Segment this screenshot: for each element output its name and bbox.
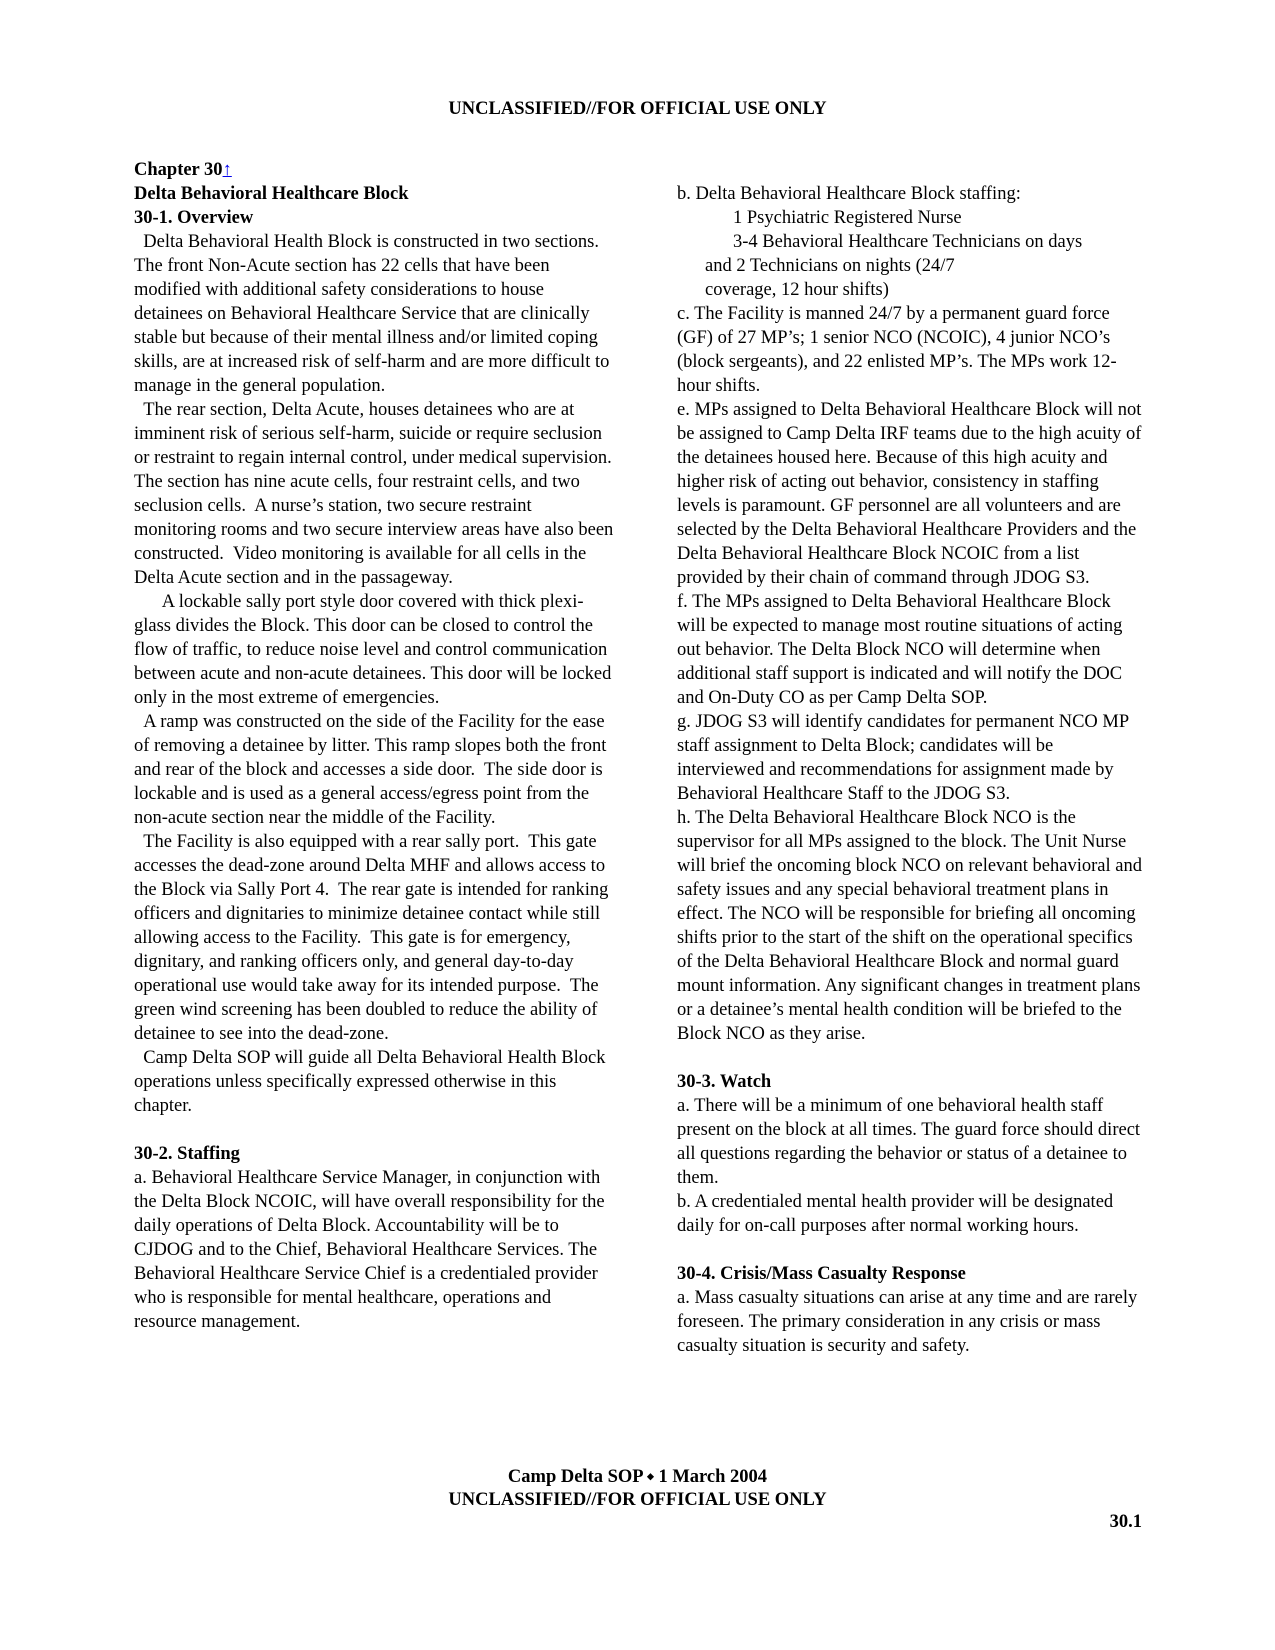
staffing-item-h: h. The Delta Behavioral Healthcare Block NCO is the supervisor for all MPs assigned to the block. The Unit Nurse will brief the oncoming block NCO on relevant behavioral and safety issues and any special behavioral treatment plans in effect. The NCO will be responsible for briefing all oncoming shifts prior to the start of the shift on the operational specifics of the Delta Behavioral Healthcare Block and normal guard mount information. Any significant changes in treatment plans or a detainee’s mental health condition will be briefed to the Block NCO as they arise. <box>677 808 1142 1044</box>
staffing-item-e: e. MPs assigned to Delta Behavioral Healthcare Block will not be assigned to Camp Delta IRF teams due to the high acuity of the detainees housed here. Because of this high acuity and higher risk of acting out behavior, consistency in staffing levels is paramount. GF personnel are all volunteers and are selected by the Delta Behavioral Healthcare Providers and the Delta Behavioral Healthcare Block NCOIC from a list provided by their chain of command through JDOG S3. <box>677 400 1142 588</box>
watch-item-a: a. There will be a minimum of one behavioral health staff present on the block at all times. The guard force should direct all questions regarding the behavior or status of a detainee to them. <box>677 1096 1141 1188</box>
section-heading-overview: 30-1. Overview <box>134 208 254 228</box>
staffing-item-a: a. Behavioral Healthcare Service Manager, in conjunction with the Delta Block NCOIC, will have overall responsibility for the daily operations of Delta Block. Accountability will be to CJDOG and to the Chief, Behavioral Healthcare Services. The Behavioral Healthcare Service Chief is a credentialed provider who is responsible for mental healthcare, operations and resource management. <box>134 1168 605 1332</box>
chapter-title: Delta Behavioral Healthcare Block <box>134 184 409 204</box>
staffing-item-b4: coverage, 12 hour shifts) <box>705 280 889 300</box>
footer-classification: UNCLASSIFIED//FOR OFFICIAL USE ONLY <box>448 1490 827 1510</box>
section-heading-watch: 30-3. Watch <box>677 1072 772 1092</box>
page-number: 30.1 <box>1109 1512 1142 1532</box>
overview-paragraph-2: The rear section, Delta Acute, houses detainees who are at imminent risk of serious self-harm, suicide or require seclusion or restraint to regain internal control, under medical supervision. The section has nine acute cells, four restraint cells, and two seclusion cells. A nurse’s station, two secure restraint monitoring rooms and two secure interview areas have also been constructed. Video monitoring is available for all cells in the Delta Acute section and in the passageway. <box>134 400 621 588</box>
header-classification: UNCLASSIFIED//FOR OFFICIAL USE ONLY <box>448 99 827 119</box>
watch-item-b: b. A credentialed mental health provider will be designated daily for on-call purposes after normal working hours. <box>677 1192 1114 1236</box>
up-arrow-link[interactable]: ↑ <box>222 160 232 180</box>
staffing-item-b3: and 2 Technicians on nights (24/7 <box>705 256 955 276</box>
staffing-item-b: b. Delta Behavioral Healthcare Block staffing: <box>677 184 1021 204</box>
chapter-number: Chapter 30 <box>134 160 223 180</box>
footer-title: Camp Delta SOP ⬩ 1 March 2004 <box>507 1467 768 1487</box>
crisis-item-a: a. Mass casualty situations can arise at any time and are rarely foreseen. The primary consideration in any crisis or mass casualty situation is security and safety. <box>677 1288 1138 1356</box>
staffing-item-f: f. The MPs assigned to Delta Behavioral Healthcare Block will be expected to manage most routine situations of acting out behavior. The Delta Block NCO will determine when additional staff support is indicated and will notify the DOC and On-Duty CO as per Camp Delta SOP. <box>677 592 1123 708</box>
section-heading-staffing: 30-2. Staffing <box>134 1144 240 1164</box>
staffing-item-b2: 3-4 Behavioral Healthcare Technicians on days <box>733 232 1083 252</box>
overview-paragraph-1: Delta Behavioral Health Block is constructed in two sections. The front Non-Acute section has 22 cells that have been modified with additional safety considerations to house detainees on Behavioral Healthcare Service that are clinically stable but because of their mental illness and/or limited coping skills, are at increased risk of self-harm and are more difficult to manage in the general population. <box>134 232 614 396</box>
staffing-item-g: g. JDOG S3 will identify candidates for permanent NCO MP staff assignment to Delta Block; candidates will be interviewed and recommendations for assignment made by Behavioral Healthcare Staff to the JDOG S3. <box>677 712 1129 804</box>
overview-paragraph-5: The Facility is also equipped with a rear sally port. This gate accesses the dead-zone around Delta MHF and allows access to the Block via Sally Port 4. The rear gate is intended for ranking officers and dignitaries to minimize detainee contact while still allowing access to the Facility. This gate is for emergency, dignitary, and ranking officers only, and general day-to-day operational use would take away for its intended purpose. The green wind screening has been doubled to reduce the ability of detainee to see into the dead-zone. <box>134 832 613 1044</box>
overview-paragraph-6: Camp Delta SOP will guide all Delta Behavioral Health Block operations unless specifically expressed otherwise in this chapter. <box>134 1048 611 1116</box>
section-heading-crisis: 30-4. Crisis/Mass Casualty Response <box>677 1264 966 1284</box>
right-column-content <box>677 134 1142 1358</box>
staffing-item-c: c. The Facility is manned 24/7 by a permanent guard force (GF) of 27 MP’s; 1 senior NCO (NCOIC), 4 junior NCO’s (block sergeants), and 22 enlisted MP’s. The MPs work 12-hour shifts. <box>677 304 1117 396</box>
footer <box>0 1466 1275 1512</box>
overview-paragraph-3: A lockable sally port style door covered with thick plexi-glass divides the Block. This door can be closed to control the flow of traffic, to reduce noise level and control communication between acute and non-acute detainees. This door will be locked only in the most extreme of emergencies. <box>134 592 617 708</box>
left-column <box>134 158 621 1334</box>
staffing-item-b1: 1 Psychiatric Registered Nurse <box>733 208 962 228</box>
overview-paragraph-4: A ramp was constructed on the side of the Facility for the ease of removing a detainee by litter. This ramp slopes both the front and rear of the block and accesses a side door. The side door is lockable and is used as a general access/egress point from the non-acute section near the middle of the Facility. <box>134 712 611 828</box>
chapter-label <box>134 158 614 182</box>
